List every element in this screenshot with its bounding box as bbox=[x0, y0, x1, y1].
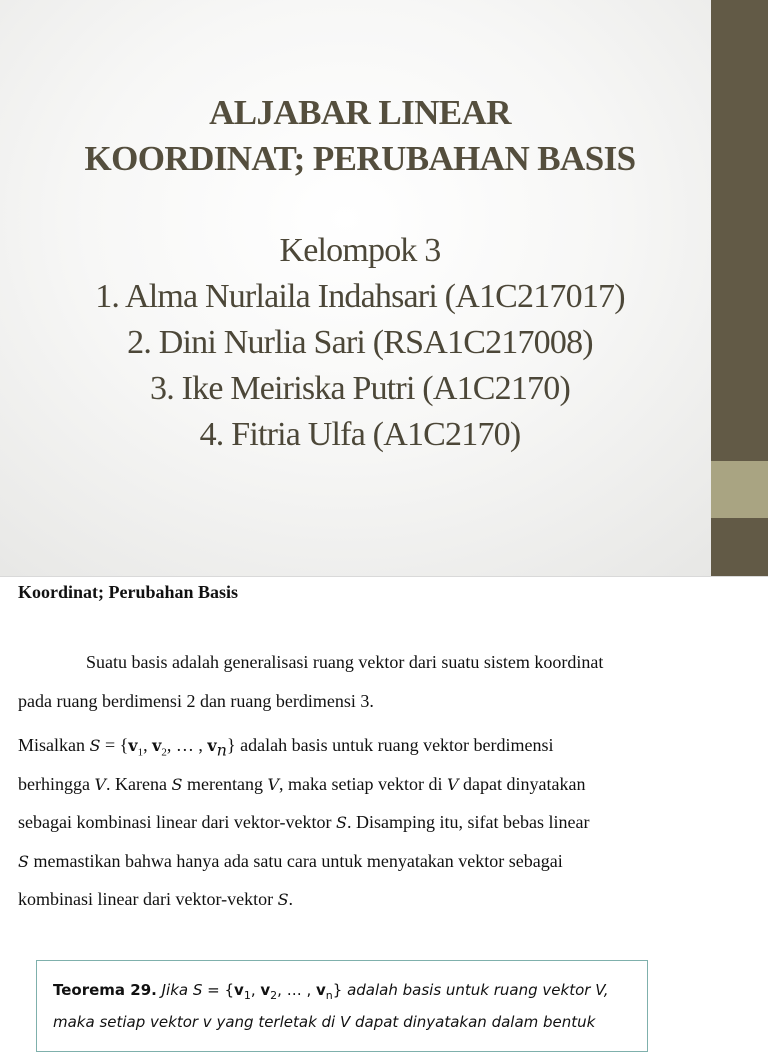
text: Misalkan bbox=[18, 735, 90, 755]
paragraph-2-line-5 bbox=[18, 887, 708, 926]
member-4: 4. Fitria Ulfa (A1C2170) bbox=[199, 416, 521, 453]
theorem-label: Teorema 29. bbox=[53, 981, 157, 999]
paragraph-1 bbox=[18, 650, 708, 727]
section-heading: Koordinat; Perubahan Basis bbox=[18, 582, 239, 602]
text: kombinasi linear dari vektor-vektor bbox=[18, 889, 278, 909]
math-s: S bbox=[192, 981, 203, 999]
paragraph-1-line-1: Suatu basis adalah generalisasi ruang vektor dari suatu sistem koordinat bbox=[86, 652, 604, 672]
text: sebagai kombinasi linear dari vektor-vektor bbox=[18, 812, 337, 832]
member-1: 1. Alma Nurlaila Indahsari (A1C217017) bbox=[95, 278, 625, 315]
math-dots: , … , bbox=[277, 981, 316, 999]
theorem-line-1: Teorema 29. Jika $S = \{v_1$, $v_2$, … , $v_n$} adalah basis untuk ruang vektor V, bbox=[53, 981, 609, 1002]
text: . Disamping itu, sifat bebas linear bbox=[347, 812, 590, 832]
text: adalah basis untuk ruang vektor V, bbox=[342, 981, 609, 999]
text: . bbox=[288, 889, 294, 909]
math-close: } bbox=[226, 735, 236, 755]
subscript: 1 bbox=[137, 746, 144, 759]
group-label: Kelompok 3 bbox=[279, 232, 441, 269]
math-v: v bbox=[207, 736, 217, 755]
slide-title-line-1: ALJABAR LINEAR bbox=[209, 93, 511, 132]
theorem-box bbox=[36, 960, 648, 1052]
paragraph-2-line-1: Misalkan $S = \{v_1$, $v_2$, … , $v_n$} adalah basis untuk ruang vektor berdimensi bbox=[18, 735, 554, 760]
text: dapat dinyatakan bbox=[458, 773, 586, 794]
math-v: v bbox=[128, 736, 138, 755]
theorem-line-2 bbox=[53, 1013, 595, 1031]
math-s: S bbox=[171, 774, 183, 794]
math-v: v bbox=[260, 981, 271, 999]
math-s: S bbox=[89, 736, 101, 755]
paragraph-1-line-2: pada ruang berdimensi 2 dan ruang berdimensi 3. bbox=[18, 690, 374, 711]
math-v: v bbox=[316, 981, 326, 999]
text: . Karena bbox=[106, 773, 172, 794]
paragraph-2 bbox=[18, 733, 708, 926]
math-v: v bbox=[234, 981, 244, 999]
math-dots: , … , bbox=[166, 735, 208, 755]
text: merentang bbox=[182, 773, 268, 794]
subscript: 2 bbox=[161, 746, 167, 759]
text: , maka setiap vektor di bbox=[279, 773, 447, 794]
math-v: V bbox=[94, 774, 107, 794]
math-s: S bbox=[336, 813, 348, 832]
text: adalah basis untuk ruang vektor berdimensi bbox=[235, 735, 554, 755]
math-eq: = { bbox=[100, 735, 129, 755]
math-s: S bbox=[277, 890, 289, 909]
slide-sidebar-accent bbox=[711, 461, 768, 518]
member-2: 2. Dini Nurlia Sari (RSA1C217008) bbox=[127, 324, 593, 361]
member-3: 3. Ike Meiriska Putri (A1C2170) bbox=[150, 370, 570, 407]
text: Jika bbox=[156, 981, 193, 999]
text: berhingga bbox=[18, 773, 95, 794]
paragraph-2-line-2 bbox=[18, 772, 708, 811]
subscript: n bbox=[216, 740, 227, 760]
math-v: v bbox=[152, 736, 162, 755]
document-page bbox=[0, 577, 768, 1031]
slide-title-line-2: KOORDINAT; PERUBAHAN BASIS bbox=[84, 139, 636, 178]
paragraph-2-line-4 bbox=[18, 849, 708, 888]
paragraph-2-line-3 bbox=[18, 810, 708, 849]
slide-title bbox=[0, 90, 720, 182]
math-v: V bbox=[446, 774, 459, 794]
math-close: } bbox=[332, 981, 343, 999]
text: memastikan bahwa hanya ada satu cara untuk menyatakan vektor sebagai bbox=[28, 850, 563, 871]
math-eq: = { bbox=[202, 981, 235, 999]
subscript: n bbox=[325, 989, 333, 1002]
math-s: S bbox=[18, 851, 29, 871]
math-v: V bbox=[267, 774, 280, 794]
subscript: 2 bbox=[270, 989, 278, 1002]
slide-subtitle bbox=[0, 228, 720, 458]
subscript: 1 bbox=[243, 989, 251, 1002]
text: maka setiap vektor v yang terletak di V dapat dinyatakan dalam bentuk bbox=[53, 1013, 596, 1031]
